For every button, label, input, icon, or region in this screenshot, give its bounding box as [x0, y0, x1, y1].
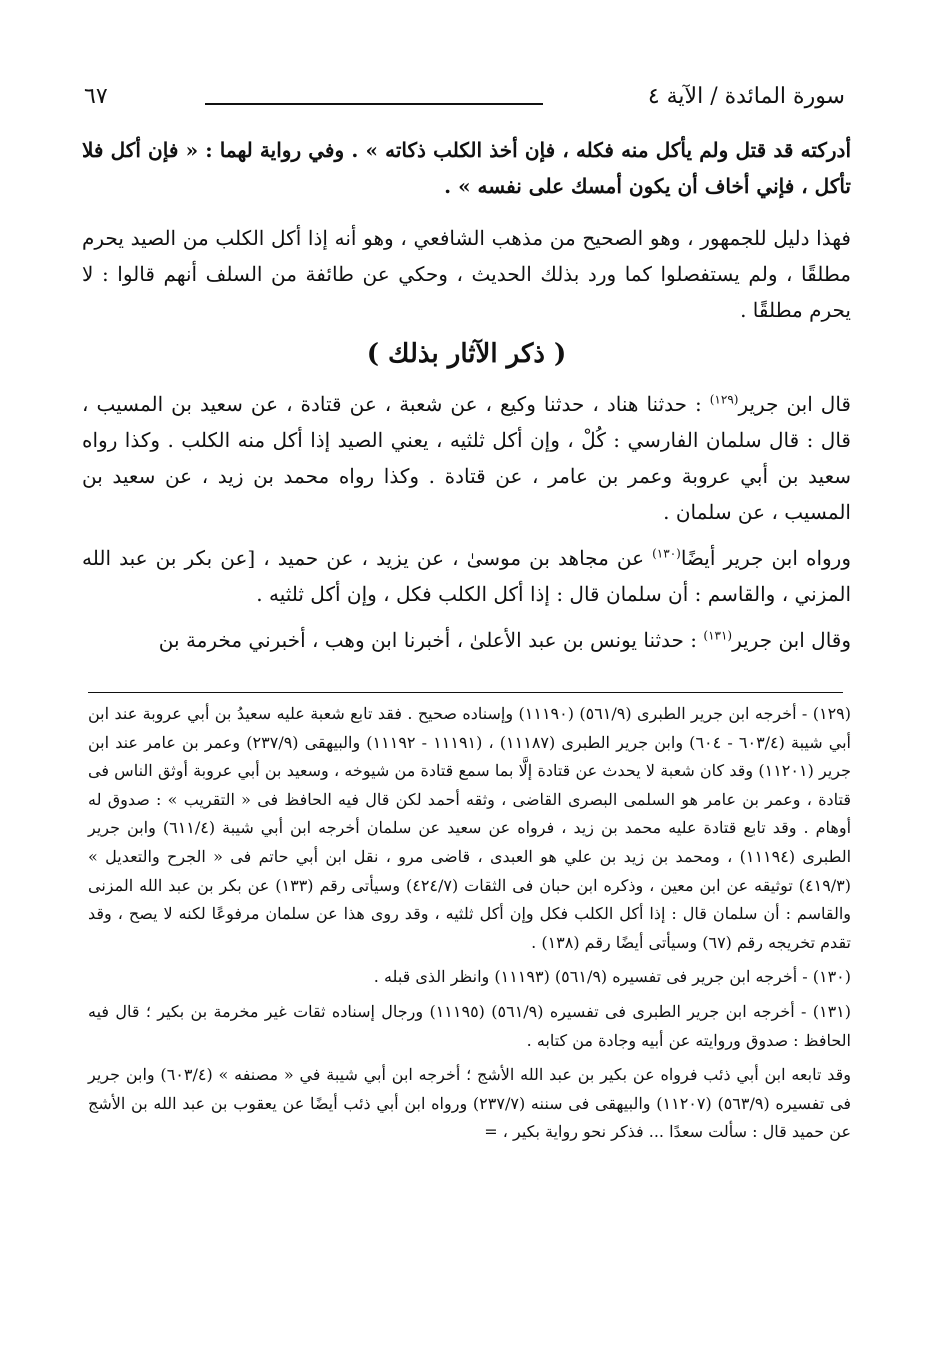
section-heading: ( ذكر الآثار بذلك ) — [366, 339, 567, 369]
footnote-ref-129: (١٢٩) — [709, 392, 739, 407]
footnotes — [88, 700, 851, 1147]
narration-paragraph-131 — [82, 622, 851, 658]
running-header — [70, 84, 863, 124]
hadith-paragraph: أدركته قد قتل ولم يأكل منه فكله ، فإن أخذ الكلب ذكاته » . وفي رواية لهما : « فإن أكل فلا تأكل ، فإني أخاف أن يكون أمسك على نفسه » . — [82, 138, 851, 198]
footnote-130: (١٣٠) - أخرجه ابن جرير فى تفسيره (٥٦١/٩) (١١١٩٣) وانظر الذى قبله . — [373, 967, 851, 987]
main-text — [82, 132, 851, 658]
header-rule — [205, 103, 543, 105]
narration-lead: ورواه ابن جرير أيضًا — [680, 546, 851, 570]
footnote-131: (١٣١) - أخرجه ابن جرير الطبرى فى تفسيره (٥٦١/٩) (١١١٩٥) ورجال إسناده ثقات غير مخرمة بن بكير ؛ قال فيه الحافظ : صدوق وروايته عن أبيه وجادة من كتابه . — [88, 1001, 852, 1050]
footnote-ref-130: (١٣٠) — [652, 546, 681, 561]
footnote-129: (١٢٩) - أخرجه ابن جرير الطبرى (٥٦١/٩) (١١١٩٠) وإسناده صحيح . فقد تابع شعبة عليه سعيدُ بن أبي عروبة عند ابن أبي شيبة (٦٠٣/٤ - ٦٠٤) وابن جرير الطبرى (١١١٨٧) ، (١١١٩١ - ١١١٩٢) والبيهقى (٢٣٧/٩) وعمر بن عامر عند ابن جرير (١١٢٠١) وقد كان شعبة لا يحدث عن قتادة إلَّا بما سمع قتادة من شيوخه ، وسعيد بن أبي عروبة أوثق الناس فى قتادة ، وعمر بن عامر هو السلمى البصرى القاضى ، وثقه أحمد لكن قال فيه الحافظ فى « التقريب » : صدوق له أوهام . وقد تابع قتادة عليه محمد بن زيد ، فرواه عن سعيد عن سلمان أخرجه ابن أبي شيبة (٦١١/٤) وابن جرير الطبرى (١١١٩٤) ، ومحمد بن زيد بن علي هو العبدى ، قاضى مرو ، نقل ابن أبي حاتم فى « الجرح والتعديل » (٤١٩/٣) توثيقه عن ابن معين ، وذكره ابن حبان فى الثقات (٤٢٤/٧) وسيأتى رقم (١٣٣) عن بكر بن عبد الله المزنى والقاسم : أن سلمان قال : إذا أكل الكلب فكل وإن أكل ثلثيه ، وقد روى هذا عن سلمان مرفوعًا لكنه لا يصح ، وقد تقدم تخريجه رقم (٦٧) وسيأتى أيضًا رقم (١٣٨) . — [88, 704, 852, 952]
footnote-ref-131: (١٣١) — [703, 628, 733, 643]
commentary-paragraph: فهذا دليل للجمهور ، وهو الصحيح من مذهب الشافعي ، وهو أنه إذا أكل الكلب من الصيد يحرم مطلقًا ، ولم يستفصلوا كما ورد بذلك الحديث ، وحكي عن طائفة من السلف أنهم قالوا : لا يحرم مطلقًا . — [82, 226, 851, 322]
narration-text: عن مجاهد بن موسىٰ ، عن يزيد ، عن حميد ، [عن بكر بن عبد الله المزني ، والقاسم : أن سلمان قال : إذا أكل الكلب فكل ، وإن أكل ثلثيه . — [82, 546, 851, 606]
narration-lead: وقال ابن جرير — [732, 628, 851, 652]
narration-paragraph-129 — [82, 386, 851, 530]
running-header-title: سورة المائدة / الآية ٤ — [647, 84, 845, 109]
narration-text: : حدثنا هناد ، حدثنا وكيع ، عن شعبة ، عن قتادة ، عن سعيد بن المسيب ، قال : قال سلمان الفارسي : كُلْ ، وإن أكل ثلثيه ، يعني الصيد إذا أكل منه الكلب . وكذا رواه سعيد بن أبي عروبة وعمر بن عامر ، عن قتادة . وكذا رواه محمد بن زيد ، عن سعيد بن المسيب ، عن سلمان . — [82, 392, 851, 524]
narration-lead: قال ابن جرير — [738, 392, 851, 416]
narration-text: : حدثنا يونس بن عبد الأعلىٰ ، أخبرنا ابن وهب ، أخبرني مخرمة بن — [158, 628, 704, 652]
narration-paragraph-130 — [82, 540, 851, 612]
footnote-rule — [88, 692, 843, 693]
footnote-131-continuation: وقد تابعه ابن أبي ذئب فرواه عن بكير بن عبد الله الأشج ؛ أخرجه ابن أبي شيبة في « مصنفه » (٦٠٣/٤) وابن جرير فى تفسيره (٥٦٣/٩) (١١٢٠٧) والبيهقى فى سننه (٢٣٧/٧) ورواه ابن أبي ذئب أيضًا عن يعقوب بن عبد الله بن الأشج عن حميد قال : سألت سعدًا ... فذكر نحو رواية بكير ، = — [88, 1065, 852, 1142]
page-number: ٦٧ — [84, 84, 108, 109]
